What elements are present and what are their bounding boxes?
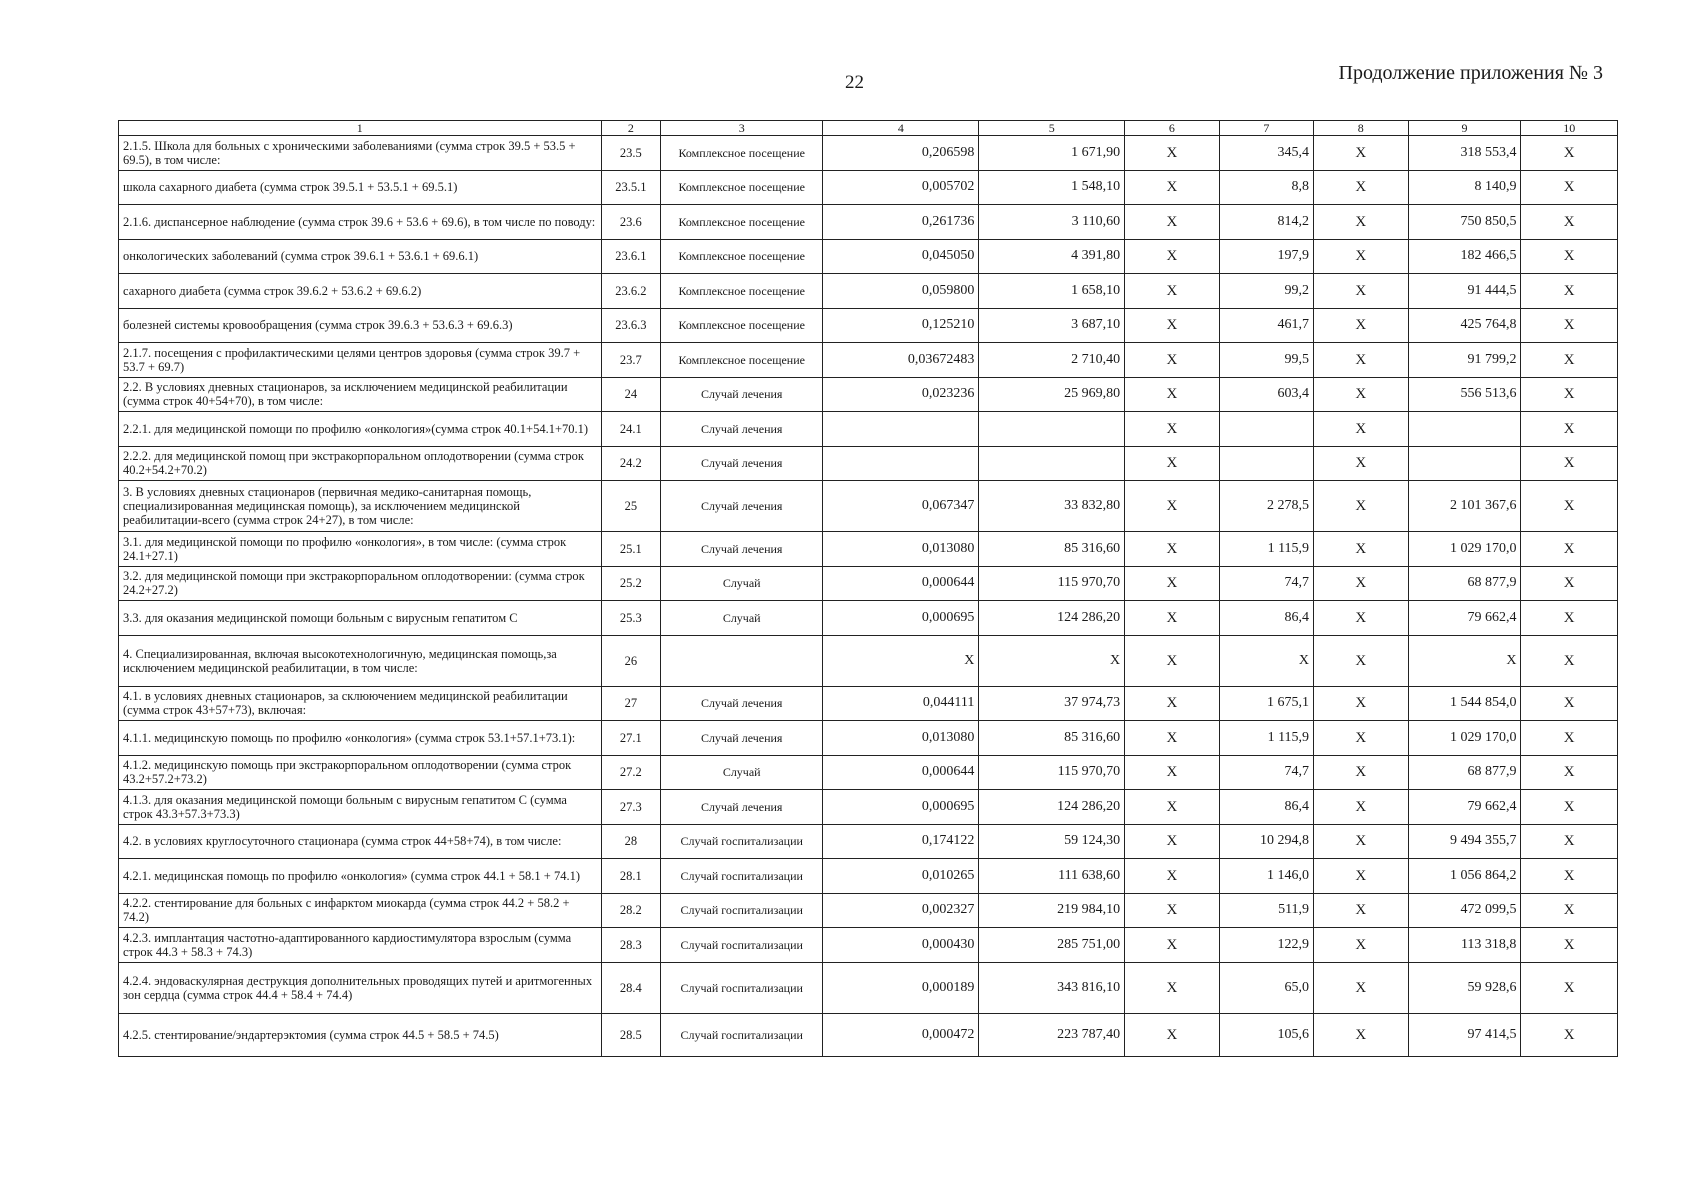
column-10-value: X: [1521, 412, 1618, 447]
unit-of-measure: Случай: [661, 601, 823, 636]
column-7-value: 8,8: [1219, 170, 1313, 205]
column-number-row: [119, 121, 1618, 136]
column-8-value: X: [1314, 721, 1408, 756]
column-5-value: 85 316,60: [979, 532, 1125, 567]
column-7-value: 99,2: [1219, 274, 1313, 309]
table-row: [119, 481, 1618, 532]
column-6-value: X: [1125, 601, 1219, 636]
column-5-value: 223 787,40: [979, 1013, 1125, 1056]
column-10-value: X: [1521, 790, 1618, 825]
column-6-value: X: [1125, 308, 1219, 343]
row-code: 25.3: [601, 601, 661, 636]
row-code: 28.2: [601, 893, 661, 928]
column-8-value: X: [1314, 893, 1408, 928]
column-6-value: X: [1125, 532, 1219, 567]
unit-of-measure: Случай лечения: [661, 446, 823, 481]
column-5-value: 343 816,10: [979, 962, 1125, 1013]
column-5-value: 1 658,10: [979, 274, 1125, 309]
column-10-value: X: [1521, 481, 1618, 532]
column-10-value: X: [1521, 824, 1618, 859]
column-9-value: 750 850,5: [1408, 205, 1521, 240]
column-7-value: 345,4: [1219, 136, 1313, 171]
column-7-value: 74,7: [1219, 755, 1313, 790]
column-4-value: 0,005702: [823, 170, 979, 205]
page-number: 22: [845, 72, 864, 93]
row-code: 28.5: [601, 1013, 661, 1056]
column-7-value: 1 146,0: [1219, 859, 1313, 894]
column-4-value: 0,013080: [823, 721, 979, 756]
column-7-value: 197,9: [1219, 239, 1313, 274]
column-6-value: X: [1125, 824, 1219, 859]
column-7-value: 74,7: [1219, 566, 1313, 601]
row-description: 2.1.7. посещения с профилактическими целями центров здоровья (сумма строк 39.7 + 53.7 + 69.7): [119, 343, 602, 378]
unit-of-measure: Комплексное посещение: [661, 205, 823, 240]
column-number-6: 6: [1125, 121, 1219, 136]
row-code: 26: [601, 635, 661, 686]
column-5-value: 25 969,80: [979, 377, 1125, 412]
column-6-value: X: [1125, 377, 1219, 412]
row-description: 2.1.6. диспансерное наблюдение (сумма строк 39.6 + 53.6 + 69.6), в том числе по поводу:: [119, 205, 602, 240]
unit-of-measure: Случай лечения: [661, 721, 823, 756]
column-8-value: X: [1314, 635, 1408, 686]
row-code: 28: [601, 824, 661, 859]
row-description: 4.2.3. имплантация частотно-адаптированного кардиостимулятора взрослым (сумма строк 44.3 + 58.3 + 74.3): [119, 928, 602, 963]
column-10-value: X: [1521, 755, 1618, 790]
column-4-value: 0,261736: [823, 205, 979, 240]
row-code: 27.2: [601, 755, 661, 790]
column-8-value: X: [1314, 601, 1408, 636]
table-row: [119, 412, 1618, 447]
column-10-value: X: [1521, 962, 1618, 1013]
column-8-value: X: [1314, 790, 1408, 825]
column-4-value: 0,000644: [823, 566, 979, 601]
column-6-value: X: [1125, 635, 1219, 686]
row-description: 4.2.5. стентирование/эндартерэктомия (сумма строк 44.5 + 58.5 + 74.5): [119, 1013, 602, 1056]
column-8-value: X: [1314, 532, 1408, 567]
column-7-value: 1 115,9: [1219, 532, 1313, 567]
table-row: [119, 377, 1618, 412]
column-7-value: 10 294,8: [1219, 824, 1313, 859]
column-9-value: 79 662,4: [1408, 601, 1521, 636]
column-9-value: 68 877,9: [1408, 566, 1521, 601]
column-7-value: 1 675,1: [1219, 686, 1313, 721]
column-4-value: X: [823, 635, 979, 686]
column-8-value: X: [1314, 686, 1408, 721]
row-description: 3. В условиях дневных стационаров (первичная медико-санитарная помощь, специализированная медицинская помощь), за исключением медицинской реабилитации-всего (сумма строк 24+27), в том числе:: [119, 481, 602, 532]
column-6-value: X: [1125, 136, 1219, 171]
column-9-value: 472 099,5: [1408, 893, 1521, 928]
column-4-value: 0,002327: [823, 893, 979, 928]
table-row: [119, 446, 1618, 481]
column-10-value: X: [1521, 566, 1618, 601]
column-8-value: X: [1314, 446, 1408, 481]
column-6-value: X: [1125, 721, 1219, 756]
column-9-value: 68 877,9: [1408, 755, 1521, 790]
row-code: 23.5: [601, 136, 661, 171]
column-6-value: X: [1125, 205, 1219, 240]
column-10-value: X: [1521, 859, 1618, 894]
column-8-value: X: [1314, 274, 1408, 309]
column-9-value: 91 444,5: [1408, 274, 1521, 309]
column-6-value: X: [1125, 274, 1219, 309]
unit-of-measure: Случай лечения: [661, 481, 823, 532]
table-row: [119, 928, 1618, 963]
column-8-value: X: [1314, 755, 1408, 790]
column-number-8: 8: [1314, 121, 1408, 136]
row-code: 25: [601, 481, 661, 532]
column-8-value: X: [1314, 205, 1408, 240]
column-7-value: 122,9: [1219, 928, 1313, 963]
unit-of-measure: Комплексное посещение: [661, 136, 823, 171]
table-row: [119, 274, 1618, 309]
column-8-value: X: [1314, 859, 1408, 894]
column-number-4: 4: [823, 121, 979, 136]
row-code: 28.1: [601, 859, 661, 894]
row-code: 28.3: [601, 928, 661, 963]
unit-of-measure: Случай госпитализации: [661, 893, 823, 928]
unit-of-measure: Случай: [661, 755, 823, 790]
column-8-value: X: [1314, 1013, 1408, 1056]
appendix-continuation-header: Продолжение приложения № 3: [1338, 62, 1603, 84]
row-description: 3.3. для оказания медицинской помощи больным с вирусным гепатитом С: [119, 601, 602, 636]
table-row: [119, 859, 1618, 894]
table-row: [119, 532, 1618, 567]
column-9-value: 1 029 170,0: [1408, 721, 1521, 756]
column-4-value: 0,125210: [823, 308, 979, 343]
table-row: [119, 239, 1618, 274]
column-10-value: X: [1521, 377, 1618, 412]
column-number-2: 2: [601, 121, 661, 136]
unit-of-measure: Случай лечения: [661, 412, 823, 447]
column-10-value: X: [1521, 601, 1618, 636]
row-code: 23.6.2: [601, 274, 661, 309]
column-5-value: 111 638,60: [979, 859, 1125, 894]
column-5-value: [979, 412, 1125, 447]
column-number-7: 7: [1219, 121, 1313, 136]
column-10-value: X: [1521, 928, 1618, 963]
column-10-value: X: [1521, 532, 1618, 567]
table-row: [119, 790, 1618, 825]
row-code: 24.2: [601, 446, 661, 481]
column-8-value: X: [1314, 481, 1408, 532]
column-5-value: 37 974,73: [979, 686, 1125, 721]
column-5-value: 3 110,60: [979, 205, 1125, 240]
column-7-value: X: [1219, 635, 1313, 686]
column-6-value: X: [1125, 239, 1219, 274]
table-row: [119, 1013, 1618, 1056]
column-5-value: 1 548,10: [979, 170, 1125, 205]
column-4-value: 0,023236: [823, 377, 979, 412]
column-9-value: 113 318,8: [1408, 928, 1521, 963]
column-9-value: X: [1408, 635, 1521, 686]
table-row: [119, 601, 1618, 636]
column-7-value: 105,6: [1219, 1013, 1313, 1056]
column-9-value: 9 494 355,7: [1408, 824, 1521, 859]
column-4-value: 0,045050: [823, 239, 979, 274]
row-code: 23.6: [601, 205, 661, 240]
row-code: 27.3: [601, 790, 661, 825]
row-description: 4.2.1. медицинская помощь по профилю «онкология» (сумма строк 44.1 + 58.1 + 74.1): [119, 859, 602, 894]
unit-of-measure: Случай госпитализации: [661, 824, 823, 859]
column-5-value: 4 391,80: [979, 239, 1125, 274]
column-9-value: 59 928,6: [1408, 962, 1521, 1013]
unit-of-measure: [661, 635, 823, 686]
column-6-value: X: [1125, 893, 1219, 928]
unit-of-measure: Комплексное посещение: [661, 343, 823, 378]
column-10-value: X: [1521, 170, 1618, 205]
unit-of-measure: Случай: [661, 566, 823, 601]
row-code: 27.1: [601, 721, 661, 756]
column-9-value: 2 101 367,6: [1408, 481, 1521, 532]
column-10-value: X: [1521, 308, 1618, 343]
column-10-value: X: [1521, 1013, 1618, 1056]
table-row: [119, 308, 1618, 343]
row-code: 23.5.1: [601, 170, 661, 205]
unit-of-measure: Комплексное посещение: [661, 308, 823, 343]
column-4-value: 0,000430: [823, 928, 979, 963]
unit-of-measure: Случай лечения: [661, 790, 823, 825]
column-5-value: 219 984,10: [979, 893, 1125, 928]
column-4-value: 0,067347: [823, 481, 979, 532]
table-row: [119, 170, 1618, 205]
table-row: [119, 635, 1618, 686]
column-8-value: X: [1314, 136, 1408, 171]
column-4-value: 0,000695: [823, 601, 979, 636]
column-5-value: 115 970,70: [979, 566, 1125, 601]
column-4-value: [823, 446, 979, 481]
unit-of-measure: Комплексное посещение: [661, 239, 823, 274]
row-description: 4.1.1. медицинскую помощь по профилю «онкология» (сумма строк 53.1+57.1+73.1):: [119, 721, 602, 756]
column-5-value: X: [979, 635, 1125, 686]
column-9-value: 1 029 170,0: [1408, 532, 1521, 567]
column-5-value: 1 671,90: [979, 136, 1125, 171]
column-7-value: 86,4: [1219, 790, 1313, 825]
column-7-value: 99,5: [1219, 343, 1313, 378]
column-6-value: X: [1125, 1013, 1219, 1056]
column-number-1: 1: [119, 121, 602, 136]
table-row: [119, 686, 1618, 721]
unit-of-measure: Случай госпитализации: [661, 928, 823, 963]
column-7-value: 65,0: [1219, 962, 1313, 1013]
column-5-value: 124 286,20: [979, 790, 1125, 825]
column-10-value: X: [1521, 721, 1618, 756]
column-6-value: X: [1125, 859, 1219, 894]
table-row: [119, 205, 1618, 240]
column-5-value: 85 316,60: [979, 721, 1125, 756]
column-7-value: 1 115,9: [1219, 721, 1313, 756]
unit-of-measure: Случай госпитализации: [661, 1013, 823, 1056]
row-code: 23.6.1: [601, 239, 661, 274]
column-4-value: 0,059800: [823, 274, 979, 309]
column-7-value: [1219, 412, 1313, 447]
column-9-value: 91 799,2: [1408, 343, 1521, 378]
row-description: 2.2.2. для медицинской помощ при экстракорпоральном оплодотворении (сумма строк 40.2+54.2+70.2): [119, 446, 602, 481]
row-code: 25.2: [601, 566, 661, 601]
column-5-value: [979, 446, 1125, 481]
column-4-value: [823, 412, 979, 447]
column-10-value: X: [1521, 343, 1618, 378]
column-9-value: 1 056 864,2: [1408, 859, 1521, 894]
table-row: [119, 893, 1618, 928]
column-10-value: X: [1521, 635, 1618, 686]
column-6-value: X: [1125, 446, 1219, 481]
column-8-value: X: [1314, 343, 1408, 378]
column-7-value: 814,2: [1219, 205, 1313, 240]
column-number-5: 5: [979, 121, 1125, 136]
column-10-value: X: [1521, 205, 1618, 240]
column-9-value: 318 553,4: [1408, 136, 1521, 171]
row-description: 4.2.4. эндоваскулярная деструкция дополнительных проводящих путей и аритмогенных зон сердца (сумма строк 44.4 + 58.4 + 74.4): [119, 962, 602, 1013]
table-row: [119, 721, 1618, 756]
column-6-value: X: [1125, 790, 1219, 825]
column-8-value: X: [1314, 239, 1408, 274]
row-description: 2.2. В условиях дневных стационаров, за исключением медицинской реабилитации (сумма строк 40+54+70), в том числе:: [119, 377, 602, 412]
column-8-value: X: [1314, 566, 1408, 601]
column-6-value: X: [1125, 343, 1219, 378]
row-description: 4.1.2. медицинскую помощь при экстракорпоральном оплодотворении (сумма строк 43.2+57.2+73.2): [119, 755, 602, 790]
column-8-value: X: [1314, 962, 1408, 1013]
column-6-value: X: [1125, 566, 1219, 601]
table-body: [119, 136, 1618, 1057]
column-10-value: X: [1521, 446, 1618, 481]
column-6-value: X: [1125, 686, 1219, 721]
column-6-value: X: [1125, 412, 1219, 447]
row-code: 27: [601, 686, 661, 721]
column-9-value: 182 466,5: [1408, 239, 1521, 274]
column-5-value: 33 832,80: [979, 481, 1125, 532]
table-row: [119, 755, 1618, 790]
column-6-value: X: [1125, 170, 1219, 205]
column-8-value: X: [1314, 412, 1408, 447]
column-9-value: [1408, 412, 1521, 447]
column-7-value: 86,4: [1219, 601, 1313, 636]
unit-of-measure: Комплексное посещение: [661, 274, 823, 309]
column-9-value: 425 764,8: [1408, 308, 1521, 343]
column-10-value: X: [1521, 893, 1618, 928]
column-5-value: 2 710,40: [979, 343, 1125, 378]
row-description: 2.2.1. для медицинской помощи по профилю «онкология»(сумма строк 40.1+54.1+70.1): [119, 412, 602, 447]
row-description: 4.2. в условиях круглосуточного стационара (сумма строк 44+58+74), в том числе:: [119, 824, 602, 859]
column-9-value: 97 414,5: [1408, 1013, 1521, 1056]
row-description: сахарного диабета (сумма строк 39.6.2 + 53.6.2 + 69.6.2): [119, 274, 602, 309]
column-8-value: X: [1314, 170, 1408, 205]
column-8-value: X: [1314, 377, 1408, 412]
unit-of-measure: Случай лечения: [661, 686, 823, 721]
column-7-value: 511,9: [1219, 893, 1313, 928]
column-9-value: 1 544 854,0: [1408, 686, 1521, 721]
row-code: 28.4: [601, 962, 661, 1013]
column-4-value: 0,000644: [823, 755, 979, 790]
data-table: [118, 120, 1618, 1057]
row-code: 23.6.3: [601, 308, 661, 343]
column-number-9: 9: [1408, 121, 1521, 136]
row-description: 3.2. для медицинской помощи при экстракорпоральном оплодотворении: (сумма строк 24.2+27.2): [119, 566, 602, 601]
column-9-value: 79 662,4: [1408, 790, 1521, 825]
column-5-value: 124 286,20: [979, 601, 1125, 636]
unit-of-measure: Случай лечения: [661, 377, 823, 412]
row-description: 4.1.3. для оказания медицинской помощи больным с вирусным гепатитом С (сумма строк 43.3+57.3+73.3): [119, 790, 602, 825]
column-9-value: 556 513,6: [1408, 377, 1521, 412]
column-4-value: 0,000189: [823, 962, 979, 1013]
column-9-value: 8 140,9: [1408, 170, 1521, 205]
row-description: болезней системы кровообращения (сумма строк 39.6.3 + 53.6.3 + 69.6.3): [119, 308, 602, 343]
column-10-value: X: [1521, 136, 1618, 171]
row-description: онкологических заболеваний (сумма строк 39.6.1 + 53.6.1 + 69.6.1): [119, 239, 602, 274]
column-4-value: 0,000472: [823, 1013, 979, 1056]
column-4-value: 0,013080: [823, 532, 979, 567]
unit-of-measure: Случай лечения: [661, 532, 823, 567]
column-7-value: [1219, 446, 1313, 481]
row-description: 4.1. в условиях дневных стационаров, за склюючением медицинской реабилитации (сумма строк 43+57+73), включая:: [119, 686, 602, 721]
column-6-value: X: [1125, 962, 1219, 1013]
column-4-value: 0,000695: [823, 790, 979, 825]
table-row: [119, 962, 1618, 1013]
row-description: 4. Специализированная, включая высокотехнологичную, медицинская помощь,за исключением медицинской реабилитации, в том числе:: [119, 635, 602, 686]
row-code: 25.1: [601, 532, 661, 567]
unit-of-measure: Случай госпитализации: [661, 962, 823, 1013]
column-8-value: X: [1314, 928, 1408, 963]
column-7-value: 461,7: [1219, 308, 1313, 343]
row-code: 23.7: [601, 343, 661, 378]
column-9-value: [1408, 446, 1521, 481]
column-4-value: 0,010265: [823, 859, 979, 894]
column-6-value: X: [1125, 928, 1219, 963]
row-description: школа сахарного диабета (сумма строк 39.5.1 + 53.5.1 + 69.5.1): [119, 170, 602, 205]
column-number-10: 10: [1521, 121, 1618, 136]
row-code: 24.1: [601, 412, 661, 447]
column-6-value: X: [1125, 481, 1219, 532]
row-code: 24: [601, 377, 661, 412]
column-number-3: 3: [661, 121, 823, 136]
table-row: [119, 136, 1618, 171]
column-10-value: X: [1521, 239, 1618, 274]
column-4-value: 0,174122: [823, 824, 979, 859]
column-8-value: X: [1314, 824, 1408, 859]
row-description: 3.1. для медицинской помощи по профилю «онкология», в том числе: (сумма строк 24.1+27.1): [119, 532, 602, 567]
row-description: 2.1.5. Школа для больных с хроническими заболеваниями (сумма строк 39.5 + 53.5 + 69.5), в том числе:: [119, 136, 602, 171]
column-4-value: 0,044111: [823, 686, 979, 721]
column-5-value: 3 687,10: [979, 308, 1125, 343]
column-4-value: 0,206598: [823, 136, 979, 171]
column-5-value: 59 124,30: [979, 824, 1125, 859]
column-6-value: X: [1125, 755, 1219, 790]
table-row: [119, 343, 1618, 378]
table-row: [119, 824, 1618, 859]
column-5-value: 285 751,00: [979, 928, 1125, 963]
column-5-value: 115 970,70: [979, 755, 1125, 790]
column-7-value: 2 278,5: [1219, 481, 1313, 532]
unit-of-measure: Случай госпитализации: [661, 859, 823, 894]
table-row: [119, 566, 1618, 601]
column-4-value: 0,03672483: [823, 343, 979, 378]
row-description: 4.2.2. стентирование для больных с инфарктом миокарда (сумма строк 44.2 + 58.2 + 74.2): [119, 893, 602, 928]
column-8-value: X: [1314, 308, 1408, 343]
column-10-value: X: [1521, 686, 1618, 721]
unit-of-measure: Комплексное посещение: [661, 170, 823, 205]
column-7-value: 603,4: [1219, 377, 1313, 412]
column-10-value: X: [1521, 274, 1618, 309]
